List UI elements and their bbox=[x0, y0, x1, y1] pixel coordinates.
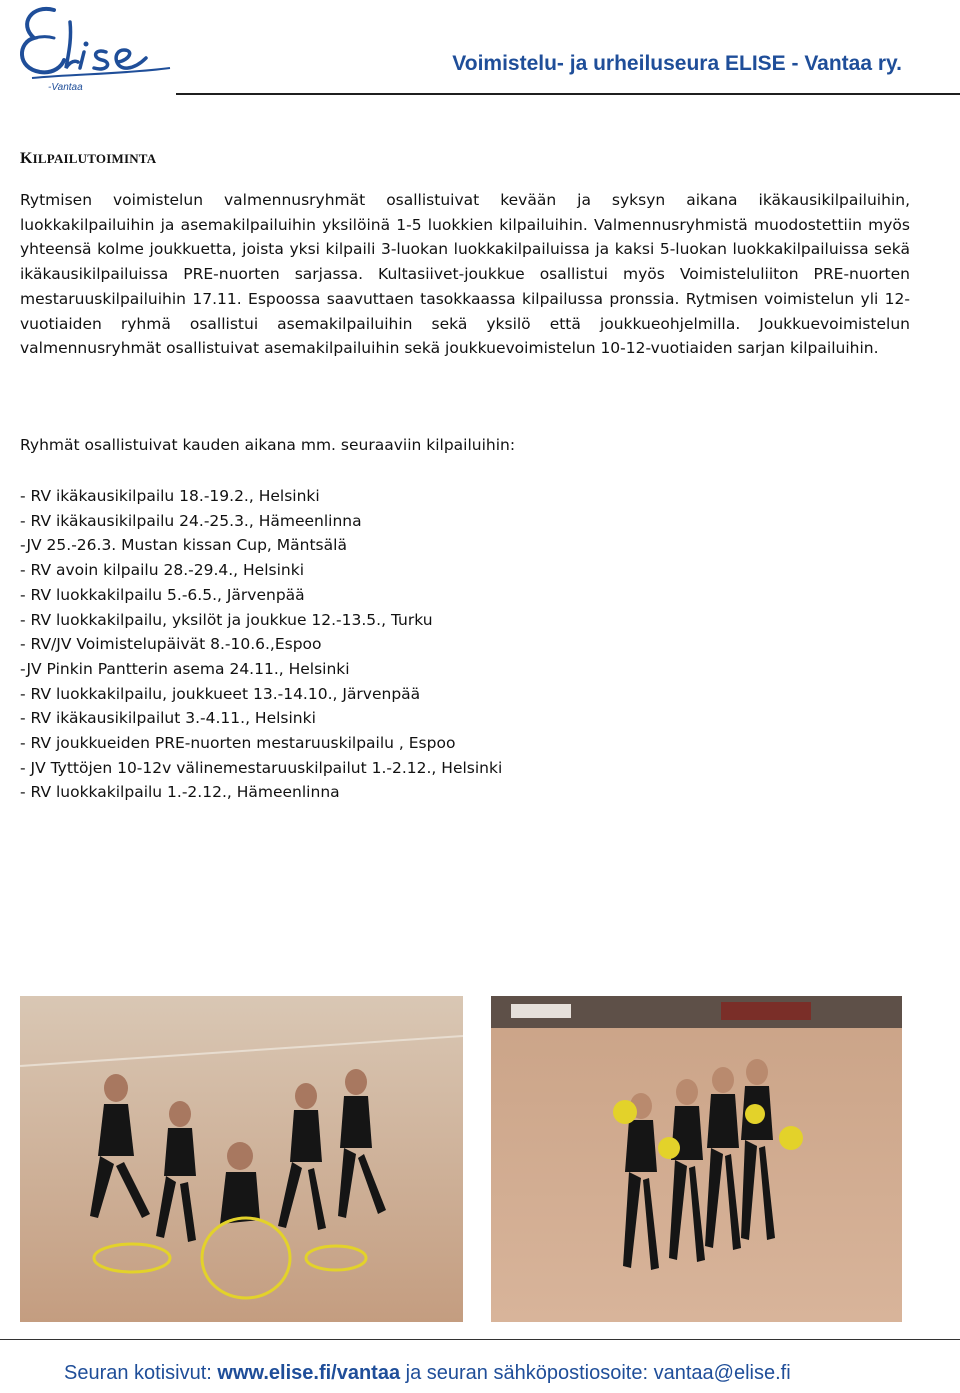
list-item: - RV luokkakilpailu, joukkueet 13.-14.10., Järvenpää bbox=[20, 684, 421, 703]
list-item: - JV Tyttöjen 10-12v välinemestaruuskilpailut 1.-2.12., Helsinki bbox=[20, 758, 503, 777]
list-item: -JV Pinkin Pantterin asema 24.11., Helsinki bbox=[20, 659, 350, 678]
competitions-heading: Ryhmät osallistuivat kauden aikana mm. seuraaviin kilpailuihin: bbox=[20, 436, 516, 454]
list-item: -JV 25.-26.3. Mustan kissan Cup, Mäntsälä bbox=[20, 536, 347, 555]
section-title-rest: ILPAILUTOIMINTA bbox=[32, 151, 157, 166]
footer-prefix: Seuran kotisivut: bbox=[64, 1362, 218, 1384]
list-item: - RV ikäkausikilpailut 3.-4.11., Helsinki bbox=[20, 709, 316, 728]
elise-logo bbox=[14, 2, 174, 94]
footer-middle: ja seuran sähköpostiosoite: bbox=[400, 1362, 654, 1384]
footer-divider bbox=[0, 1339, 960, 1340]
page-footer bbox=[64, 1362, 791, 1385]
section-title-initial: K bbox=[20, 150, 33, 167]
logo-subtext: -Vantaa bbox=[48, 82, 83, 93]
list-item: - RV avoin kilpailu 28.-29.4., Helsinki bbox=[20, 561, 304, 580]
email-link[interactable]: vantaa@elise.fi bbox=[653, 1362, 791, 1384]
section-title bbox=[20, 150, 156, 168]
list-item: - RV joukkueiden PRE-nuorten mestaruuskilpailu , Espoo bbox=[20, 734, 456, 753]
list-item: - RV ikäkausikilpailu 18.-19.2., Helsinki bbox=[20, 487, 320, 505]
team-photo-hoops bbox=[20, 996, 463, 1322]
organization-name: Voimistelu- ja urheiluseura ELISE - Vantaa ry. bbox=[452, 52, 902, 75]
list-item: - RV/JV Voimistelupäivät 8.-10.6.,Espoo bbox=[20, 635, 322, 654]
body-paragraph: Rytmisen voimistelun valmennusryhmät osallistuivat kevään ja syksyn aikana ikäkausikilpailuihin, luokkakilpailuihin ja asemakilpailuihin yksilöinä 1-5 luokkien kilpailuihin. Valmennusryhmistä muodostettiin myös yhteensä kolme joukkuetta, joista yksi kilpaili 3-luokan luokkakilpailuissa ja kaksi 5-luokan luokkakilpailuissa sekä ikäkausikilpailuissa PRE-nuorten sarjassa. Kultasiivet-joukkue osallistui myös Voimisteluliiton PRE-nuorten mestaruuskilpailuihin 17.11. Espoossa saavuttaen tasokkaassa kilpailussa pronssia. Rytmisen voimistelun yli 12-vuotiaiden ryhmä osallistui asemakilpailuihin sekä yksilö että joukkueohjelmilla. Joukkuevoimistelun valmennusryhmät osallistuivat asemakilpailuihin sekä joukkuevoimistelun 10-12-vuotiaiden sarjan kilpailuihin. bbox=[20, 191, 910, 358]
team-photo-balls bbox=[491, 996, 902, 1322]
header-divider bbox=[176, 93, 960, 95]
list-item: - RV ikäkausikilpailu 24.-25.3., Hämeenlinna bbox=[20, 511, 362, 530]
website-link[interactable]: www.elise.fi/vantaa bbox=[217, 1362, 401, 1384]
page-header bbox=[0, 0, 960, 100]
list-item: - RV luokkakilpailu 1.-2.12., Hämeenlinna bbox=[20, 783, 340, 802]
list-item: - RV luokkakilpailu 5.-6.5., Järvenpää bbox=[20, 585, 305, 604]
list-item: - RV luokkakilpailu, yksilöt ja joukkue 12.-13.5., Turku bbox=[20, 610, 433, 629]
competition-list bbox=[20, 484, 502, 805]
